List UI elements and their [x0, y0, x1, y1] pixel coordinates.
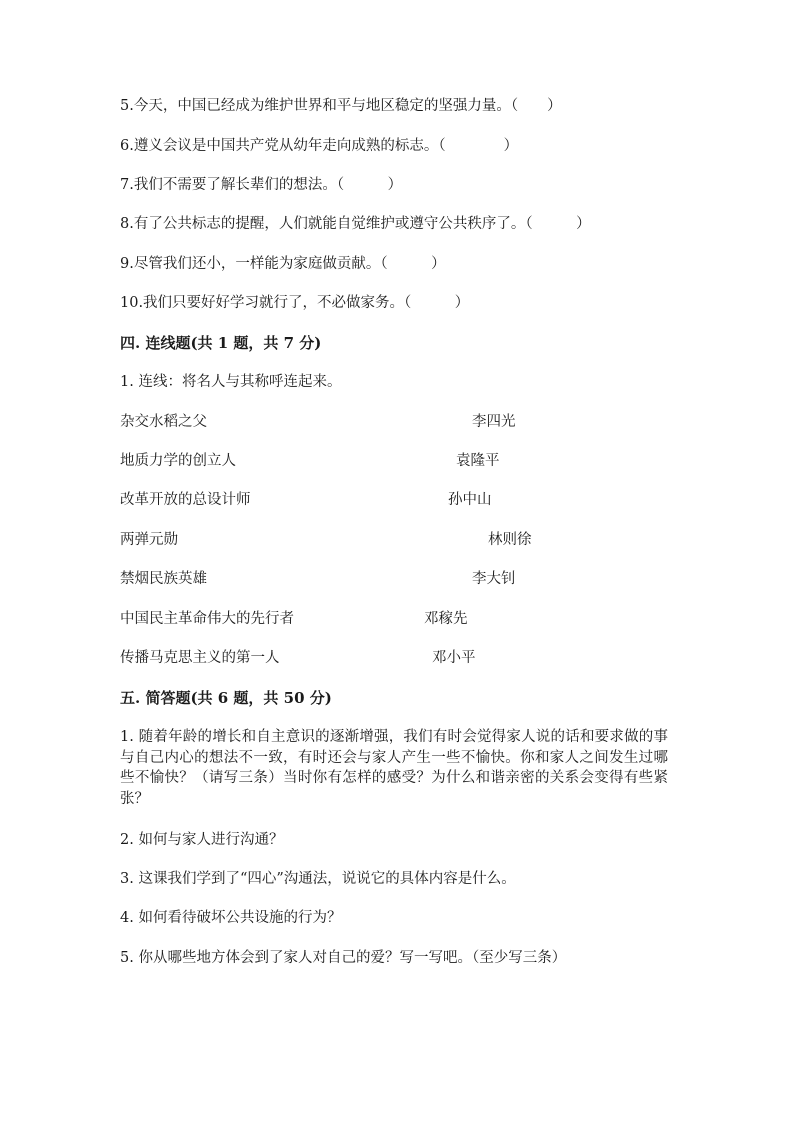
match-left-5: 禁烟民族英雄	[120, 571, 207, 587]
judgement-item-7: 7.我们不需要了解长辈们的想法。（ ）	[120, 177, 403, 193]
short-answer-5: 5. 你从哪些地方体会到了家人对自己的爱？写一写吧。（至少写三条）	[120, 950, 567, 966]
match-left-1: 杂交水稻之父	[120, 414, 207, 430]
judgement-item-8: 8.有了公共标志的提醒，人们就能自觉维护或遵守公共秩序了。（ ）	[120, 216, 591, 232]
short-answer-4: 4. 如何看待破坏公共设施的行为？	[120, 910, 342, 926]
section-5-title: 五. 简答题(共 6 题，共 50 分)	[120, 689, 332, 707]
section-4-title: 四. 连线题(共 1 题，共 7 分)	[120, 334, 322, 352]
match-right-1: 李四光	[472, 414, 516, 430]
short-answer-2: 2. 如何与家人进行沟通？	[120, 832, 284, 848]
match-left-2: 地质力学的创立人	[120, 453, 236, 469]
short-answer-1: 1. 随着年龄的增长和自主意识的逐渐增强，我们有时会觉得家人说的话和要求做的事与自己内心的想法不一致，有时还会与家人产生一些不愉快。你和家人之间发生过哪些不愉快？（请写三条）当时你有怎样的感受？为什么和谐亲密的关系会变得有些紧张？	[120, 729, 668, 807]
judgement-item-10: 10.我们只要好好学习就行了，不必做家务。（ ）	[120, 295, 470, 311]
section-4-question: 1. 连线：将名人与其称呼连起来。	[120, 374, 342, 390]
match-right-6: 邓稼先	[424, 611, 468, 627]
match-left-7: 传播马克思主义的第一人	[120, 650, 280, 666]
match-right-3: 孙中山	[448, 492, 492, 508]
match-right-5: 李大钊	[472, 571, 516, 587]
match-right-7: 邓小平	[432, 650, 476, 666]
match-right-4: 林则徐	[488, 532, 532, 548]
judgement-item-5: 5.今天，中国已经成为维护世界和平与地区稳定的坚强力量。（ ）	[120, 98, 562, 114]
judgement-item-6: 6.遵义会议是中国共产党从幼年走向成熟的标志。（ ）	[120, 138, 519, 154]
match-left-4: 两弹元勋	[120, 532, 178, 548]
match-right-2: 袁隆平	[456, 453, 500, 469]
match-left-3: 改革开放的总设计师	[120, 492, 251, 508]
judgement-item-9: 9.尽管我们还小，一样能为家庭做贡献。（ ）	[120, 256, 446, 272]
short-answer-3: 3. 这课我们学到了“四心”沟通法，说说它的具体内容是什么。	[120, 871, 516, 887]
match-left-6: 中国民主革命伟大的先行者	[120, 611, 294, 627]
